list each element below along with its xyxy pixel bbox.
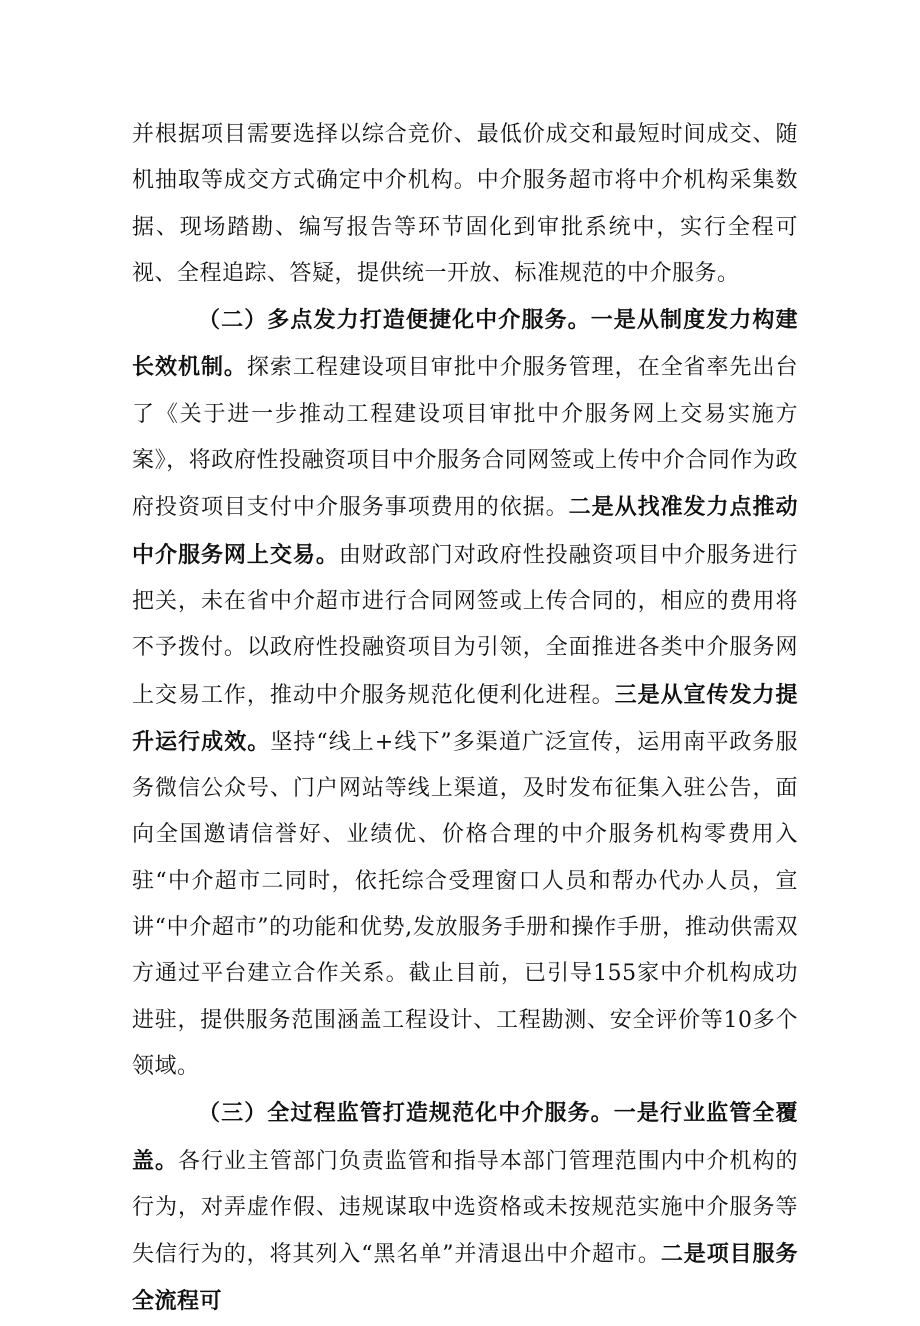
- supervision-point-one-text: 各行业主管部门负责监管和指导本部门管理范围内中介机构的行为，对弄虚作假、违规谋取中选资格或未按规范实施中介服务等失信行为的，将其列入“黑名单”并清退出中介超市。: [132, 1148, 798, 1268]
- point-two-heading: 二是从找准发力点推动中介服务网上交易。: [132, 494, 798, 568]
- supervision-point-two-heading: 二是项目服务全流程可: [132, 1241, 798, 1315]
- point-one-heading: 一是从制度发力构建长效机制。: [132, 307, 798, 381]
- point-one-text: 探索工程建设项目审批中介服务管理，在全省率先出台了《关于进一步推动工程建设项目审批中介服务网上交易实施方案》，将政府性投融资项目中介服务合同网签或上传中介合同作为政府投资项目支付中介服务事项费用的依据。: [132, 355, 798, 521]
- document-body: [132, 112, 798, 1326]
- point-two-text: 由财政部门对政府性投融资项目中介服务进行把关，未在省中介超市进行合同网签或上传合同的，相应的费用将不予拨付。以政府性投融资项目为引领，全面推进各类中介服务网上交易工作，推动中介服务规范化便利化进程。: [132, 542, 798, 708]
- section-heading-two: （二）多点发力打造便捷化中介服务。: [198, 307, 591, 334]
- section-heading-three: （三）全过程监管打造规范化中介服务。: [198, 1100, 614, 1127]
- point-three-text: 坚持“线上+线下”多渠道广泛宣传，运用南平政务服务微信公众号、门户网站等线上渠道，及时发布征集入驻公告，面向全国邀请信誉好、业绩优、价格合理的中介服务机构零费用入驻“中介超市二同时，依托综合受理窗口人员和帮办代办人员，宣讲“中介超市”的功能和优势,发放服务手册和操作手册，推动供需双方通过平台建立合作关系。截止目前，已引导155家中介机构成功进驻，提供服务范围涵盖工程设计、工程勘测、安全评价等10多个领域。: [132, 729, 798, 1079]
- paragraph-intermediary-selection: [132, 112, 798, 297]
- supervision-point-one-heading: 一是行业监管全覆盖。: [132, 1100, 798, 1174]
- paragraph-text: 并根据项目需要选择以综合竞价、最低价成交和最短时间成交、随机抽取等成交方式确定中介机构。中介服务超市将中介机构采集数据、现场踏勘、编写报告等环节固化到审批系统中，实行全程可视、全程追踪、答疑，提供统一开放、标准规范的中介服务。: [132, 122, 798, 286]
- point-three-heading: 三是从宣传发力提升运行成效。: [132, 681, 798, 755]
- paragraph-regulated-service: [132, 1090, 798, 1325]
- paragraph-convenient-service: [132, 297, 798, 1090]
